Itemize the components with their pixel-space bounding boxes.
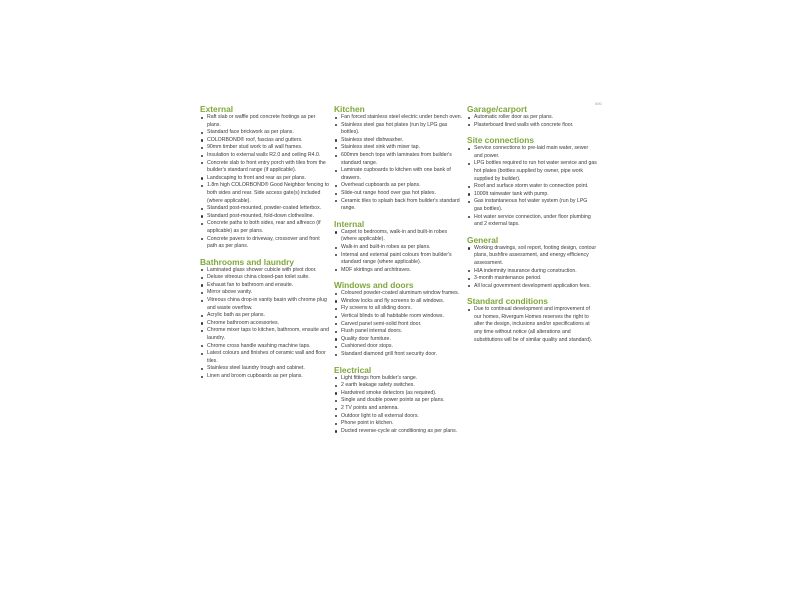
list-item: Laminate cupboards to kitchen with one bank of drawers. — [334, 167, 464, 182]
section-list-general — [467, 245, 597, 291]
list-item: Hot water service connection, under floor plumbing and 2 external taps. — [467, 214, 597, 229]
section-heading-kitchen: Kitchen — [334, 104, 365, 114]
list-item: Carpet to bedrooms, walk-in and built-in robes (where applicable). — [334, 229, 464, 244]
list-item: Acrylic bath as per plans. — [200, 312, 330, 320]
list-item: 90mm timber stud work to all wall frames. — [200, 144, 330, 152]
list-item: Standard face brickwork as per plans. — [200, 129, 330, 137]
list-item: Concrete pavers to driveway, crossover and front path as per plans. — [200, 236, 330, 251]
list-item: Landscaping to front and rear as per plans. — [200, 175, 330, 183]
section-heading-windows-and-doors: Windows and doors — [334, 280, 414, 291]
section-heading-electrical: Electrical — [334, 364, 372, 375]
section-list-windows-and-doors — [334, 290, 464, 358]
section-heading-general: General — [467, 234, 499, 245]
list-item: Coloured powder-coated aluminum window frames. — [334, 290, 464, 298]
list-item: Service connections to pre-laid main water, sewer and power. — [467, 145, 597, 160]
list-item: Vertical blinds to all habitable room windows. — [334, 313, 464, 321]
list-item: 2 earth leakage safety switches. — [334, 382, 464, 390]
section-list-electrical — [334, 375, 464, 436]
list-item: Linen and broom cupboards as per plans. — [200, 373, 330, 381]
section-list-standard-conditions — [467, 306, 597, 344]
list-item: Vitreous china drop-in vanity basin with chrome plug and waste overflow. — [200, 297, 330, 312]
list-item: Roof and surface storm water to connection point. — [467, 183, 597, 191]
list-item: Exhaust fan to bathroom and ensuite. — [200, 282, 330, 290]
list-item: Chrome cross handle washing machine taps. — [200, 343, 330, 351]
list-item: MDF skirtings and architraves. — [334, 267, 464, 275]
section-list-internal — [334, 229, 464, 275]
list-item: Mirror above vanity. — [200, 289, 330, 297]
list-item: Concrete slab to front entry porch with tiles from the builder's standard range (if applicable). — [200, 160, 330, 175]
list-item: Slide-out range hood over gas hot plates. — [334, 190, 464, 198]
list-item: Chrome bathroom accessories. — [200, 320, 330, 328]
section-list-kitchen — [334, 114, 464, 213]
list-item: Ceramic tiles to splash back from builder's standard range. — [334, 198, 464, 213]
list-item: Phone point in kitchen. — [334, 420, 464, 428]
list-item: Working drawings, soil report, footing design, contour plans, bushfire assessment, and energy efficiency assessment. — [467, 245, 597, 268]
list-item: Flush panel internal doors. — [334, 328, 464, 336]
list-item: Chrome mixer taps to kitchen, bathroom, ensuite and laundry. — [200, 327, 330, 342]
list-item: Raft slab or waffle pod concrete footings as per plans. — [200, 114, 330, 129]
list-item: 1.8m high COLORBOND® Good Neighbor fencing to both sides and rear. Side access gate(s) included (where applicable). — [200, 182, 330, 205]
list-item: 3-month maintenance period. — [467, 275, 597, 283]
list-item: Standard post-mounted, powder-coated letterbox. — [200, 205, 330, 213]
list-item: Plasterboard lined walls with concrete floor. — [467, 122, 597, 130]
list-item: LPG bottles required to run hot water service and gas hot plates (bottles supplied by owner, pipe work supplied by builder). — [467, 160, 597, 183]
list-item: Due to continual development and improvement of our homes, Rivergum Homes reserves the right to alter the design, inclusions and/or specifications at any time without notice (all alterations and substitutions will be of similar quality and standard). — [467, 306, 597, 344]
list-item: Standard post-mounted, fold-down clothesline. — [200, 213, 330, 221]
section-list-external — [200, 114, 330, 251]
list-item: Stainless steel dishwasher. — [334, 137, 464, 145]
list-item: HIA indemnity insurance during construction. — [467, 268, 597, 276]
list-item: All local government development application fees. — [467, 283, 597, 291]
list-item: Gas instantaneous hot water system (run by LPG gas bottles). — [467, 198, 597, 213]
list-item: Insulation to external walls R2.0 and ceiling R4.0. — [200, 152, 330, 160]
list-item: Outdoor light to all external doors. — [334, 413, 464, 421]
list-item: 2 TV points and antenna. — [334, 405, 464, 413]
column-left — [200, 104, 330, 387]
list-item: 600mm bench tops with laminates from builder's standard range. — [334, 152, 464, 167]
list-item: Stainless steel sink with mixer tap. — [334, 144, 464, 152]
list-item: Internal and external paint colours from builder's standard range (where applicable). — [334, 252, 464, 267]
list-item: Cushioned door stops. — [334, 343, 464, 351]
list-item: COLORBOND® roof, fascias and gutters. — [200, 137, 330, 145]
section-list-bathrooms-and-laundry — [200, 267, 330, 381]
list-item: Standard diamond grill front security door. — [334, 351, 464, 359]
list-item: Laminated glass shower cubicle with pivot door. — [200, 267, 330, 275]
column-right — [467, 104, 597, 350]
section-heading-standard-conditions: Standard conditions — [467, 296, 548, 307]
section-heading-internal: Internal — [334, 218, 365, 229]
list-item: Hardwired smoke detectors (as required). — [334, 390, 464, 398]
section-heading-site-connections: Site connections — [467, 135, 535, 146]
section-heading-bathrooms-and-laundry: Bathrooms and laundry — [200, 256, 294, 267]
list-item: Light fittings from builder's range. — [334, 375, 464, 383]
list-item: 1000lt rainwater tank with pump. — [467, 191, 597, 199]
list-item: Fly screens to all sliding doors. — [334, 305, 464, 313]
list-item: Single and double power points as per plans. — [334, 397, 464, 405]
list-item: Ducted reverse-cycle air conditioning as per plans. — [334, 428, 464, 436]
list-item: Latest colours and finishes of ceramic wall and floor tiles. — [200, 350, 330, 365]
list-item: Overhead cupboards as per plans. — [334, 182, 464, 190]
page-number: 000 — [595, 101, 602, 106]
list-item: Quality door furniture. — [334, 336, 464, 344]
list-item: Walk-in and built-in robes as per plans. — [334, 244, 464, 252]
list-item: Stainless steel gas hot plates (run by LPG gas bottles). — [334, 122, 464, 137]
list-item: Deluxe vitreous china closed-pan toilet suite. — [200, 274, 330, 282]
column-middle — [334, 104, 464, 441]
section-heading-garage-carport: Garage/carport — [467, 104, 528, 114]
list-item: Carved panel semi-solid front door. — [334, 321, 464, 329]
section-list-site-connections — [467, 145, 597, 229]
list-item: Window locks and fly screens to all windows. — [334, 298, 464, 306]
list-item: Automatic roller door as per plans. — [467, 114, 597, 122]
list-item: Fan forced stainless steel electric under bench oven. — [334, 114, 464, 122]
list-item: Concrete paths to both sides, rear and alfresco (if applicable) as per plans. — [200, 220, 330, 235]
section-list-garage-carport — [467, 114, 597, 129]
list-item: Stainless steel laundry trough and cabinet. — [200, 365, 330, 373]
section-heading-external: External — [200, 104, 234, 114]
